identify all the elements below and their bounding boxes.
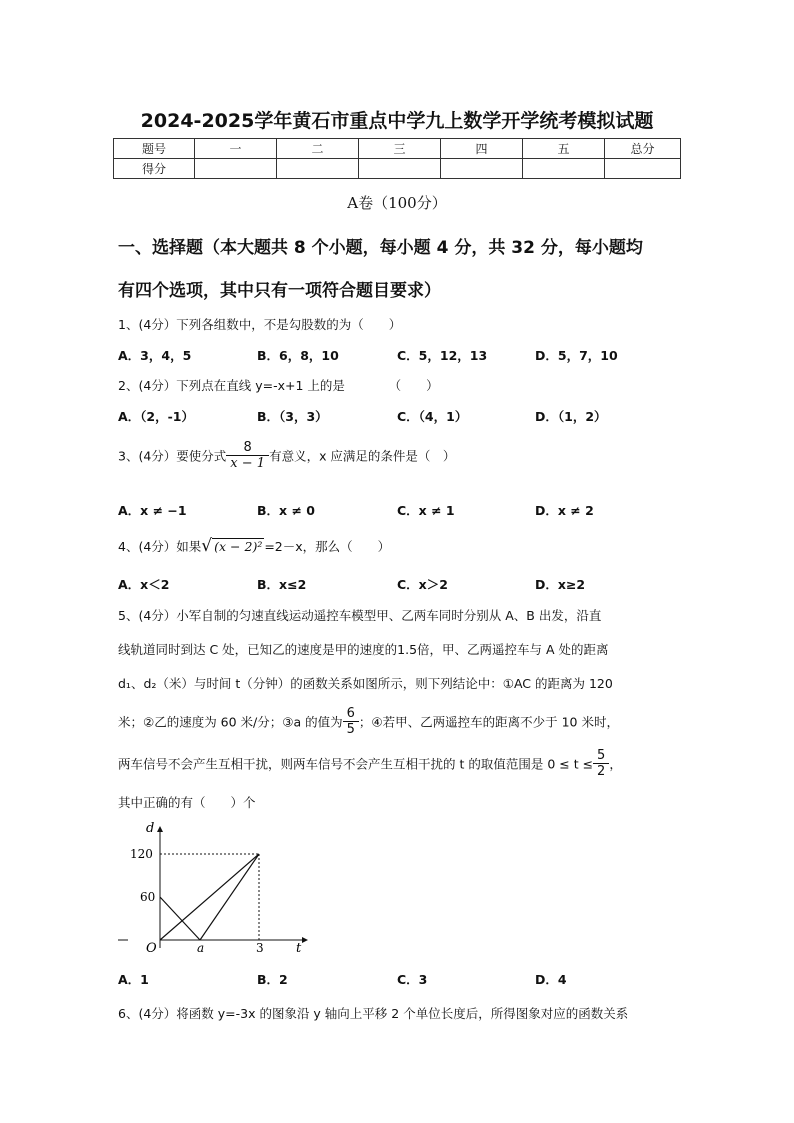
q5-fraction-a-numerator: 6 [343, 706, 359, 722]
q3-stem-pre: 3、(4分）要使分式 [118, 448, 227, 464]
score-cell[interactable] [605, 159, 681, 179]
score-table-header-row [114, 139, 681, 159]
q1-option-b[interactable]: B．6，8，10 [257, 348, 339, 363]
q3-option-c[interactable]: C．x ≠ 1 [397, 503, 455, 518]
q5-line4-post: ；④若甲、乙两遥控车的距离不少于 10 米时， [358, 714, 619, 730]
question-4-stem [118, 536, 390, 556]
score-table-score-row [114, 159, 681, 179]
question-2-stem: 2、(4分）下列点在直线 y=-x+1 上的是 （ ） [118, 378, 439, 393]
part-heading-line1: 一、选择题（本大题共 8 个小题，每小题 4 分，共 32 分，每小题均 [118, 238, 643, 258]
q3-fraction [226, 440, 269, 471]
header-cell: 总分 [605, 139, 681, 159]
q3-option-b[interactable]: B．x ≠ 0 [257, 503, 315, 518]
radical-sign-icon: √ [201, 536, 213, 556]
score-cell[interactable] [359, 159, 441, 179]
question-3-stem [118, 440, 455, 471]
q5-fraction-t [593, 748, 609, 779]
q4-option-a[interactable]: A．x＜2 [118, 577, 170, 592]
q3-option-a[interactable]: A．x ≠ −1 [118, 503, 187, 518]
q2-option-a[interactable]: A．（2，-1） [118, 409, 195, 424]
q4-stem-pre: 4、(4分）如果 [118, 539, 202, 554]
q2-option-b[interactable]: B．（3，3） [257, 409, 328, 424]
q1-option-d[interactable]: D．5，7，10 [535, 348, 618, 363]
q5-option-d[interactable]: D．4 [535, 972, 567, 987]
x-axis-arrow-icon [302, 937, 308, 943]
header-cell: 三 [359, 139, 441, 159]
q2-option-d[interactable]: D．（1，2） [535, 409, 607, 424]
question-1-stem: 1、(4分）下列各组数中，不是勾股数的为（ ） [118, 317, 402, 332]
q5-fraction-a-denominator: 5 [346, 722, 355, 737]
score-cell[interactable] [277, 159, 359, 179]
q1-option-a[interactable]: A．3，4，5 [118, 348, 192, 363]
question-6-stem: 6、(4分）将函数 y=-3x 的图象沿 y 轴向上平移 2 个单位长度后，所得图象对应的函数关系 [118, 1006, 629, 1021]
q5-option-c[interactable]: C．3 [397, 972, 428, 987]
q5-option-b[interactable]: B．2 [257, 972, 288, 987]
row-label-cell: 得分 [114, 159, 195, 179]
header-cell: 一 [195, 139, 277, 159]
x-axis-label: t [296, 941, 302, 956]
q4-option-b[interactable]: B．x≤2 [257, 577, 307, 592]
document-title: 2024-2025学年黄石市重点中学九上数学开学统考模拟试题 [140, 110, 654, 132]
q5-fraction-t-denominator: 2 [597, 764, 606, 779]
question-5-line2: 线轨道同时到达 C 处，已知乙的速度是甲的速度的1.5倍，甲、乙两遥控车与 A 处的距离 [118, 642, 609, 657]
q3-fraction-denominator: x − 1 [230, 456, 266, 471]
section-heading: A卷（100分） [347, 194, 447, 212]
line-d2-decreasing [160, 897, 200, 940]
q5-line5-post: ， [609, 756, 622, 772]
part-heading-line2: 有四个选项，其中只有一项符合题目要求） [118, 281, 441, 301]
x-tick-label: 3 [256, 941, 264, 955]
q4-stem-post: =2－x，那么（ ） [264, 539, 391, 554]
header-cell: 题号 [114, 139, 195, 159]
q3-stem-post: 有意义，x 应满足的条件是（ ） [269, 448, 456, 464]
question-5-line1: 5、(4分）小军自制的匀速直线运动遥控车模型甲、乙两车同时分别从 A、B 出发，沿直 [118, 608, 602, 623]
score-table [113, 138, 681, 179]
y-axis-arrow-icon [157, 826, 163, 832]
header-cell: 二 [277, 139, 359, 159]
q3-fraction-numerator: 8 [226, 440, 269, 456]
question-5-line5 [118, 748, 622, 779]
question-5-line4 [118, 706, 619, 737]
q1-option-c[interactable]: C．5，12，13 [397, 348, 488, 363]
distance-time-graph [110, 818, 310, 958]
q5-line4-pre: 米；②乙的速度为 60 米/分；③a 的值为 [118, 714, 343, 730]
question-5-line6: 其中正确的有（ ）个 [118, 795, 256, 810]
q4-radicand: (x − 2)² [214, 539, 263, 554]
q3-option-d[interactable]: D．x ≠ 2 [535, 503, 594, 518]
q5-option-a[interactable]: A．1 [118, 972, 149, 987]
q5-fraction-a [343, 706, 359, 737]
score-cell[interactable] [195, 159, 277, 179]
score-cell[interactable] [441, 159, 523, 179]
y-tick-label: 120 [130, 847, 153, 861]
header-cell: 五 [523, 139, 605, 159]
q5-line5-pre: 两车信号不会产生互相干扰，则两车信号不会产生互相干扰的 t 的取值范围是 0 ≤ t ≤ [118, 756, 594, 772]
q2-option-c[interactable]: C．（4，1） [397, 409, 468, 424]
q4-option-d[interactable]: D．x≥2 [535, 577, 586, 592]
header-cell: 四 [441, 139, 523, 159]
x-tick-label: a [197, 941, 205, 955]
score-cell[interactable] [523, 159, 605, 179]
y-tick-label: 60 [140, 890, 156, 904]
origin-label: O [146, 941, 157, 956]
y-axis-label: d [146, 821, 155, 836]
question-5-line3: d₁、d₂（米）与时间 t（分钟）的函数关系如图所示，则下列结论中：①AC 的距离为 120 [118, 676, 613, 691]
q4-option-c[interactable]: C．x＞2 [397, 577, 448, 592]
q5-fraction-t-numerator: 5 [593, 748, 609, 764]
